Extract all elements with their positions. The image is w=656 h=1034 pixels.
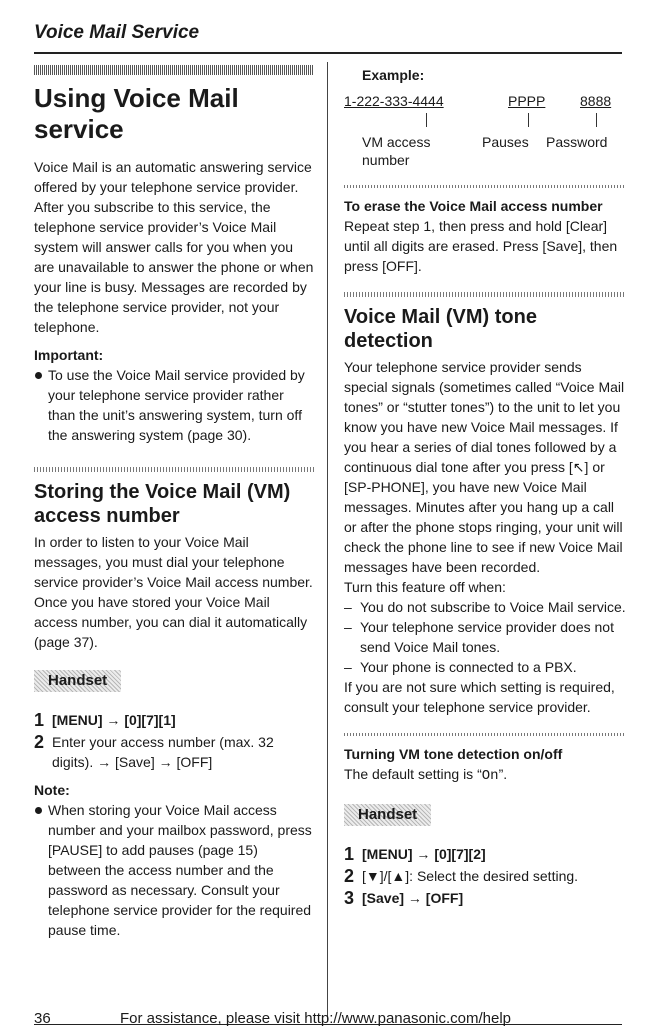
turn-off-item: – Your telephone service provider does not send Voice Mail tones. bbox=[344, 617, 626, 657]
erase-label: To erase the Voice Mail access number bbox=[344, 198, 603, 214]
default-prefix: The default setting is “ bbox=[344, 766, 482, 782]
column-divider bbox=[327, 62, 328, 1022]
note-item: When storing your Voice Mail access number and your mailbox password, press [PAUSE] to add pauses (page 15) between the access number and the password as necessary. Consult your telephone service provider for the required pause time. bbox=[34, 800, 314, 940]
erase-paragraph: Repeat step 1, then press and hold [Clear] until all digits are erased. Press [Save], then press [OFF]. bbox=[344, 218, 618, 274]
tick-mark bbox=[596, 113, 597, 127]
step-2 bbox=[344, 866, 626, 886]
turn-off-item: – You do not subscribe to Voice Mail service. bbox=[344, 597, 626, 617]
section-bar bbox=[34, 467, 314, 472]
caption-pauses: Pauses bbox=[482, 134, 529, 150]
storing-paragraph: In order to listen to your Voice Mail messages, you must dial your telephone service provider’s Voice Mail access number. Once you have stored your Voice Mail access number, you can dial it automatically (page 37). bbox=[34, 534, 313, 650]
step-text: [MENU] → [0][7][2] bbox=[362, 846, 486, 862]
caption-password: Password bbox=[546, 134, 608, 150]
caption-access: VM access number bbox=[362, 134, 431, 168]
default-setting bbox=[344, 764, 626, 786]
left-column bbox=[34, 65, 314, 940]
unsure-paragraph: If you are not sure which setting is required, consult your telephone service provider. bbox=[344, 679, 615, 715]
handset-badge: Handset bbox=[344, 804, 431, 826]
turn-off-item: – Your phone is connected to a PBX. bbox=[344, 657, 626, 677]
step-number: 1 bbox=[34, 710, 45, 730]
turn-off-list bbox=[344, 597, 626, 677]
step-text: Enter your access number (max. 32 digits). → [Save] → [OFF] bbox=[52, 734, 274, 770]
default-value: On bbox=[481, 768, 499, 784]
example-password: 8888 bbox=[580, 93, 612, 109]
example-label: Example: bbox=[362, 67, 425, 83]
intro-paragraph: Voice Mail is an automatic answering service offered by your telephone service provider. After you subscribe to this service, the telephone service provider’s Voice Mail system will answer calls for you when you are unavailable to answer the phone or when your line is busy. Messages are recorded by the telephone service provider, not your telephone. bbox=[34, 159, 314, 335]
step-3 bbox=[344, 888, 626, 908]
step-number: 1 bbox=[344, 844, 355, 864]
step-text: [Save] → [OFF] bbox=[362, 890, 464, 906]
page-number: 36 bbox=[34, 1010, 51, 1027]
example-number: 1-222-333-4444 bbox=[344, 93, 444, 109]
tick-mark bbox=[528, 113, 529, 127]
handset-badge: Handset bbox=[34, 670, 121, 692]
section-bar bbox=[34, 65, 314, 75]
section-bar bbox=[344, 185, 626, 188]
important-item: To use the Voice Mail service provided by your telephone service provider rather than the unit’s answering system, turn off the answering system (page 30). bbox=[34, 365, 314, 445]
turn-off-intro: Turn this feature off when: bbox=[344, 579, 506, 595]
step-2 bbox=[34, 732, 314, 772]
tick-mark bbox=[426, 113, 427, 127]
section-bar bbox=[344, 292, 626, 297]
page-title: Using Voice Mail service bbox=[34, 83, 239, 144]
step-1 bbox=[34, 710, 314, 730]
important-list bbox=[34, 365, 314, 445]
tone-paragraph: Your telephone service provider sends special signals (sometimes called “Voice Mail tones” or “stutter tones”) to the unit to let you know you have new Voice Mail messages. If you hear a series of dial tones followed by a continuous dial tone after you press [↖] or [SP-PHONE], you have new Voice Mail messages. Minutes after you hang up a call or after the phone stops ringing, your unit will check the phone line to see if new Voice Mail messages have been recorded. bbox=[344, 359, 625, 575]
right-column bbox=[344, 65, 626, 910]
example-pauses: PPPP bbox=[508, 93, 546, 109]
step-number: 2 bbox=[34, 732, 45, 752]
section-header: Voice Mail Service bbox=[34, 22, 200, 43]
step-text: [MENU] → [0][7][1] bbox=[52, 712, 176, 728]
note-list bbox=[34, 800, 314, 940]
note-label: Note: bbox=[34, 782, 70, 798]
step-text: [▼]/[▲]: Select the desired setting. bbox=[362, 868, 579, 884]
footer-help-text: For assistance, please visit http://www.panasonic.com/help bbox=[120, 1010, 512, 1027]
default-suffix: ”. bbox=[498, 766, 508, 782]
tone-title: Voice Mail (VM) tone detection bbox=[344, 306, 537, 352]
storing-title: Storing the Voice Mail (VM) access number bbox=[34, 481, 291, 527]
step-number: 2 bbox=[344, 866, 355, 886]
section-bar bbox=[344, 733, 626, 736]
step-number: 3 bbox=[344, 888, 355, 908]
important-label: Important: bbox=[34, 347, 104, 363]
header-rule bbox=[34, 52, 622, 54]
example-captions bbox=[344, 133, 626, 169]
step-1 bbox=[344, 844, 626, 864]
turning-label: Turning VM tone detection on/off bbox=[344, 746, 563, 762]
